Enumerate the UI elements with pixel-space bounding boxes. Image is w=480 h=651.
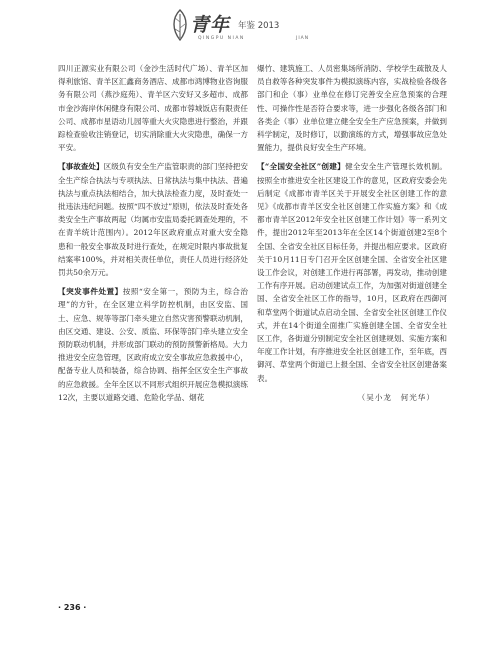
section-heading-accident-investigation: 【事故查处】: [58, 162, 104, 172]
logo-subtitle-right: JIAN: [296, 36, 310, 41]
paragraph-fire-hazard-rectification: 四川正源实业有限公司（金沙生活时代广场）、青羊区加得利旅馆、青羊区汇鑫商务酒店、成都市鸿博物业咨询服务有限公司（燕沙庭苑）、青羊区六安好又多超市、成都市金沙海岸休闲健身有限公司、成都市蓉城饭店有限责任公司、成都市星语动儿园等重大火灾隐患进行整治，并跟踪检查验收注销登记，切实消除重大火灾隐患，确保一方平安。: [58, 64, 248, 153]
paragraph-accident-investigation: [58, 160, 248, 279]
yearbook-logo: [168, 8, 328, 50]
page-header: [0, 6, 480, 50]
section-body-safe-community: 健全安全生产管理长效机制。按照全市推进安全社区建设工作的意见，区政府安委会先后制定《成都市青羊区关于开展安全社区创建工作的意见》《成都市青羊区安全社区创建工作实施方案》和《成都市青羊区2012年安全社区创建工作计划》等一系列文件，提出2012年至2013年在全区14个街道创建2至8个全国、全省安全社区目标任务，并提出相应要求。区政府关于10月11日专门召开全区创建全国、全省安全社区建设工作会议，对创建工作进行再部署，再发动，推动创建工作有序开展。启动创建试点工作，为加强对街道创建全国、全省安全社区工作的指导，10月，区政府在西御河和草堂两个街道试点启动全国、全省安全社区创建工作仪式，并在14个街道全面推广实施创建全国、全省安全社区工作，各街道分别制定安全社区创建规划、实施方案和年度工作计划，有序推进安全社区创建工作，至年底，西御河、草堂两个街道已上报全国、全省安全社区创建备案表。: [257, 162, 447, 383]
section-body-emergency-response: 按照“安全第一，预防为主，综合治理”的方针，在全区建立科学防控机制，由区安监、国土、应急、规等等部门牵头建立自然灾害预警联动机制，由区交通、建设、公安、质监、环保等部门牵头建立安全预防联动机制，并形成部门联动的预防预警新格局。大力推进安全应急管理，区政府成立安全事故应急救援中心，配备专业人员和装备，综合协调、指挥全区安全生产事故的应急救援。全年全区以不同形式组织开展应急模拟演练12次，主要以道路交通、危险化学品、烟花: [58, 287, 248, 402]
logo-year: 年鉴 2013: [238, 21, 280, 31]
section-heading-safe-community: 【“全国安全社区”创建】: [257, 162, 345, 172]
section-body-accident-investigation: 区级负有安全生产监管职责的部门坚持把安全生产综合执法与专项执法、日常执法与集中执法、普遍执法与重点执法相结合，加大执法检查力度，及时查处一批违法违纪问题。按照“四不放过”原则，依法及时查处各类安全生产事故两起（均属市安监局委托调查处理的，不在青羊统计范围内）。2012年区政府重点对重大安全隐患和一般安全事故及时进行查处，在规定时限内事故批复结案率100%，并对相关责任单位，责任人员进行经济处罚共50余万元。: [58, 162, 249, 278]
author-byline: （吴小龙 何光华）: [357, 392, 435, 402]
paragraph-safe-community: [257, 160, 447, 384]
logo-subtitle-left: QINGPU NIAN: [198, 36, 245, 41]
left-column: [58, 62, 248, 404]
paragraph-emergency-drills: 爆竹、建筑施工、人员密集场所消防、学校学生疏散及人员自救等各种突发事件为模拟演练内容，实战检验各级各部门和企（事）业单位在修订完善安全应急预案的合理性、可操作性是否符合要求等，进一步强化各级各部门和各类企（事）业单位建立健全安全生产应急预案，并做到科学制定，及时修订，以勤演练的方式，增强事故应急处置能力，提供良好安全生产环境。: [257, 64, 447, 153]
logo-title: 青年: [190, 14, 231, 36]
paragraph-emergency-response: [58, 285, 248, 404]
right-column: [257, 62, 447, 404]
section-heading-emergency-response: 【突发事件处置】: [58, 287, 123, 297]
leaf-emblem-icon: [168, 8, 192, 42]
page-number: · 236 ·: [58, 603, 87, 612]
